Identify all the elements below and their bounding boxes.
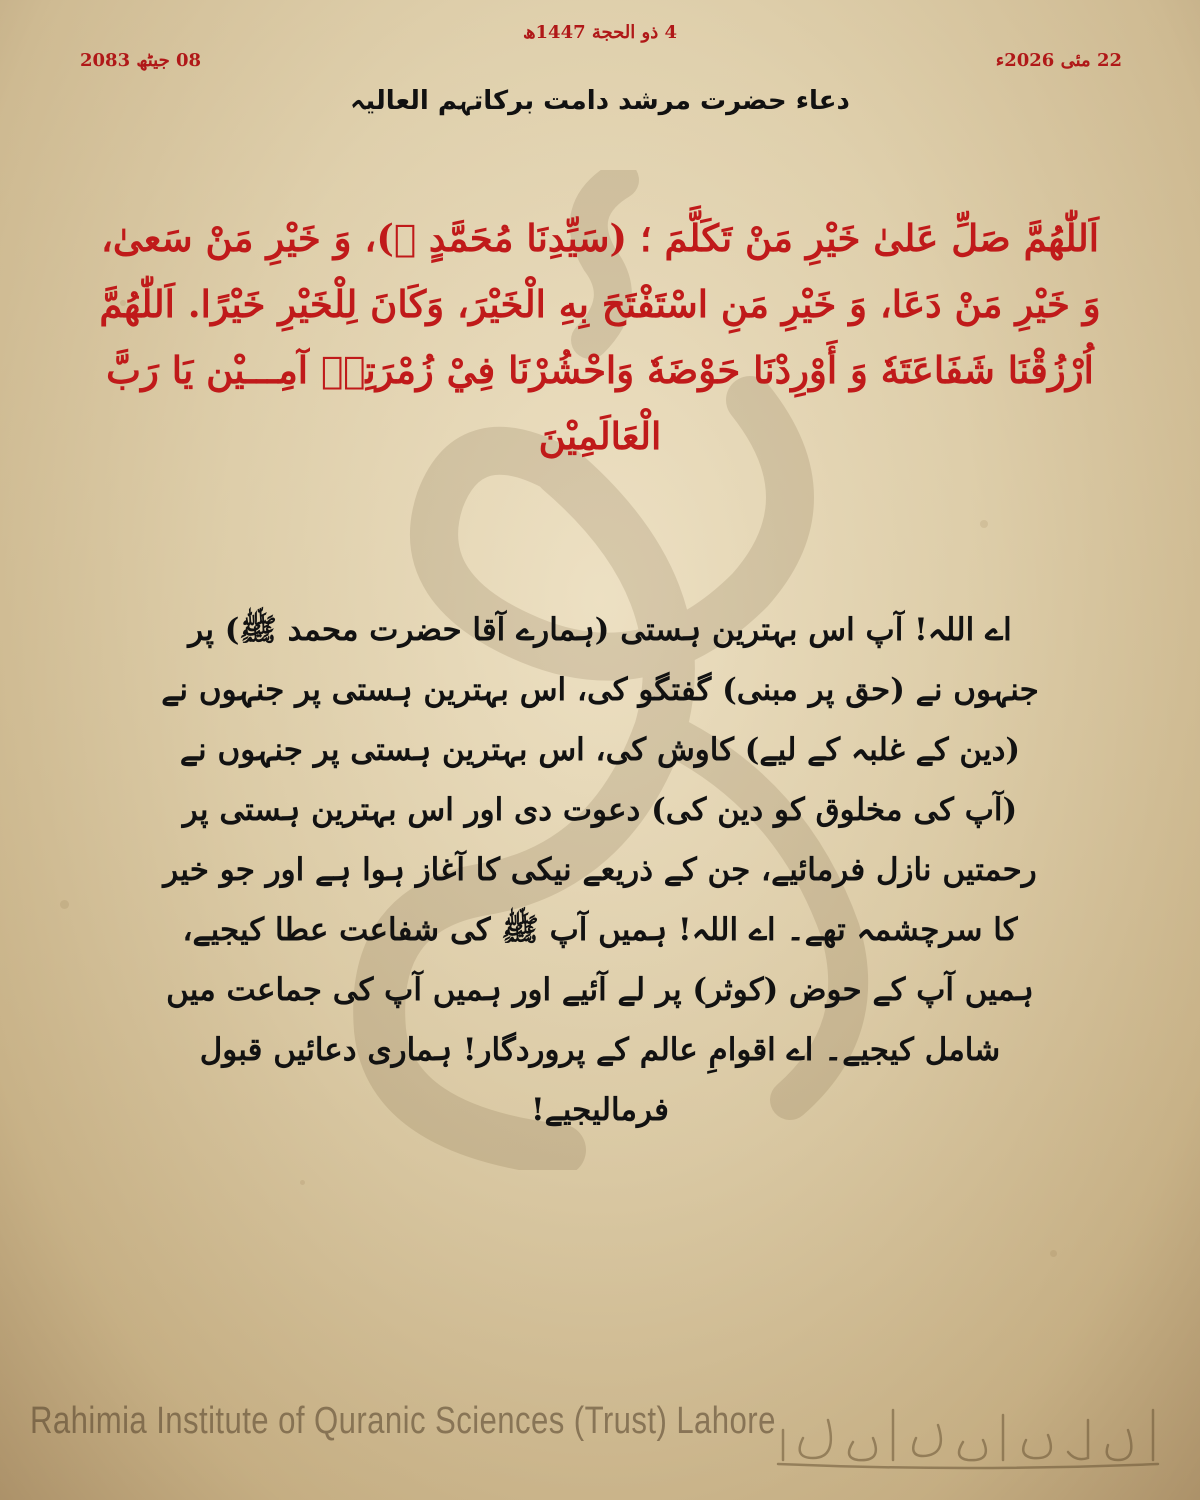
gregorian-date: 22 مئی 2026ء (995, 50, 1122, 71)
bikrami-date: 08 جیٹھ 2083 (80, 50, 202, 71)
texture-speck (60, 900, 69, 909)
texture-speck (980, 520, 988, 528)
urdu-translation-text: اے اللہ! آپ اس بہترین ہستی (ہمارے آقا حضرت محمد ﷺ) پر جنہوں نے (حق پر مبنی) گفتگو کی، اس بہترین ہستی پر جنہوں نے (دین کے غلبہ کے لیے) کاوش کی، اس بہترین ہستی پر جنہوں نے (آپ کی مخلوق کو دین کی) دعوت دی اور اس بہترین ہستی پر رحمتیں نازل فرمائیے، جن کے ذریعے نیکی کا آغاز ہوا ہے اور جو خیر کا سرچشمہ تھے۔ اے اللہ! ہمیں آپ ﷺ کی شفاعت عطا کیجیے، ہمیں آپ کے حوض (کوثر) پر لے آئیے اور ہمیں آپ کی جماعت میں شامل کیجیے۔ اے اقوامِ عالم کے پروردگار! ہماری دعائیں قبول فرمالیجیے! (161, 612, 1039, 1128)
texture-speck (1050, 1250, 1057, 1257)
institute-calligraphy-logo-icon (758, 1390, 1178, 1470)
page-title: دعاء حضرت مرشد دامت برکاتہم العالیہ (350, 86, 850, 116)
arabic-dua-text: اَللّٰهُمَّ صَلِّ عَلىٰ خَيْرِ مَنْ تَكَلَّمَ ؛ (سَيِّدِنَا مُحَمَّدٍ ﷺ)، وَ خَيْرِ مَنْ سَعىٰ، وَ خَيْرِ مَنْ دَعَا، وَ خَيْرِ مَنِ اسْتَفْتَحَ بِهِ الْخَيْرَ، وَكَانَ لِلْخَيْرِ خَيْرًا. اَللّٰهُمَّ اُرْزُقْنَا شَفَاعَتَهٗ وَ أَوْرِدْنَا حَوْضَهٗ وَاحْشُرْنَا فِيْ زُمْرَتِهٖ آمِـــيْن يَا رَبَّ الْعَالَمِيْنَ (99, 216, 1101, 458)
institute-name-english: Rahimia Institute of Quranic Sciences (Trust) Lahore (30, 1400, 776, 1442)
hijri-date: 4 ذو الحجة 1447ھ (522, 22, 678, 43)
texture-speck (300, 1180, 305, 1185)
